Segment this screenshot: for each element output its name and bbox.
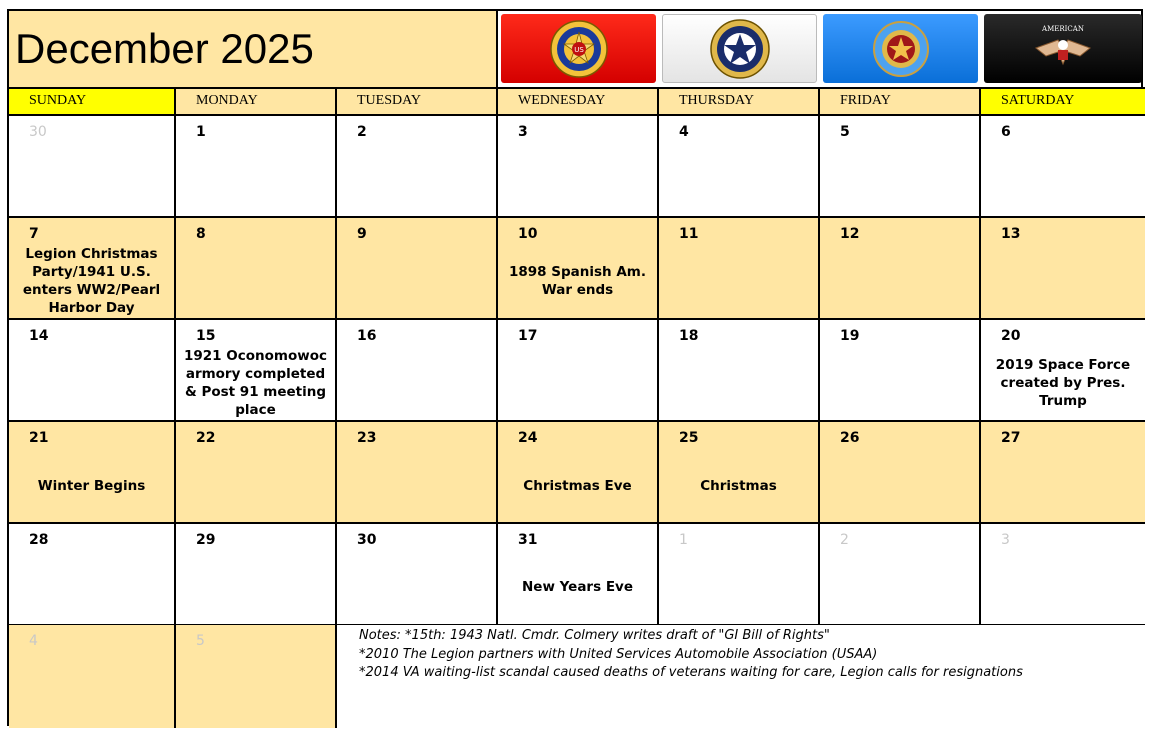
calendar [7,9,1143,726]
day-number: 27 [1001,430,1021,446]
day-number: 2 [840,532,849,548]
day-number: 22 [196,430,216,446]
day-cell[interactable] [820,422,981,524]
american-legion-emblem-icon [544,18,614,80]
day-number: 4 [679,124,689,140]
day-number: 11 [679,226,699,242]
day-cell[interactable] [9,422,176,524]
day-number: 4 [29,633,38,649]
day-cell[interactable] [176,524,337,626]
day-number: 1 [679,532,688,548]
american-legion-flag [498,11,659,89]
day-cell[interactable] [9,625,176,728]
note-line: *2014 VA waiting-list scandal caused deaths of veterans waiting for care, Legion calls for resignations [359,665,1023,680]
day-cell[interactable] [337,422,498,524]
note-line: *2010 The Legion partners with United Services Automobile Association (USAA) [359,646,878,662]
day-cell[interactable] [820,116,981,218]
day-cell[interactable] [498,422,659,524]
day-cell[interactable] [981,422,1145,524]
notes [337,625,1145,728]
day-cell[interactable] [9,524,176,626]
day-number: 26 [840,430,860,446]
calendar-event: 1921 Oconomowoc armory completed & Post 91 meeting place [183,348,327,418]
day-cell[interactable] [337,320,498,422]
calendar-event: Legion Christmas Party/1941 U.S. enters WW2/Pearl Harbor Day [22,246,161,316]
day-number: 31 [518,532,538,548]
auxiliary-flag [659,11,820,89]
day-header-thursday: THURSDAY [659,89,820,116]
day-number: 8 [196,226,206,242]
day-header-monday: MONDAY [176,89,337,116]
calendar-event: 1898 Spanish Am. War ends [509,264,646,298]
day-cell[interactable] [498,320,659,422]
day-number: 15 [196,328,216,344]
day-cell[interactable] [659,320,820,422]
calendar-event: Winter Begins [37,478,146,494]
day-cell[interactable] [659,218,820,320]
day-number: 30 [29,124,47,140]
day-cell[interactable] [820,320,981,422]
day-cell[interactable] [176,625,337,728]
sons-of-legion-flag [820,11,981,89]
day-cell[interactable] [820,524,981,626]
day-cell[interactable] [337,218,498,320]
day-number: 16 [357,328,377,344]
calendar-event: Christmas [700,478,777,494]
legion-riders-flag [981,11,1145,89]
day-cell[interactable] [981,524,1145,626]
day-cell[interactable] [176,422,337,524]
day-number: 2 [357,124,367,140]
day-cell[interactable] [820,218,981,320]
day-number: 5 [840,124,850,140]
legion-riders-emblem-icon [1028,18,1098,80]
day-number: 29 [196,532,216,548]
day-number: 25 [679,430,699,446]
day-number: 17 [518,328,538,344]
day-cell[interactable] [981,116,1145,218]
day-cell[interactable] [659,116,820,218]
day-number: 23 [357,430,377,446]
day-cell[interactable] [9,116,176,218]
day-cell[interactable] [498,116,659,218]
day-cell[interactable] [659,422,820,524]
day-number: 20 [1001,328,1021,344]
day-cell[interactable] [659,524,820,626]
day-cell[interactable] [981,320,1145,422]
day-header-friday: FRIDAY [820,89,981,116]
day-number: 24 [518,430,538,446]
legion-auxiliary-emblem-icon [703,18,777,80]
day-number: 14 [29,328,49,344]
day-number: 10 [518,226,538,242]
day-number: 28 [29,532,49,548]
day-number: 5 [196,633,205,649]
day-number: 3 [518,124,528,140]
day-number: 9 [357,226,367,242]
day-header-wednesday: WEDNESDAY [498,89,659,116]
day-number: 6 [1001,124,1011,140]
day-header-tuesday: TUESDAY [337,89,498,116]
day-number: 3 [1001,532,1010,548]
day-cell[interactable] [176,116,337,218]
calendar-title: December 2025 [15,25,314,72]
day-cell[interactable] [337,116,498,218]
day-cell[interactable] [176,218,337,320]
day-cell[interactable] [337,524,498,626]
calendar-event: 2019 Space Force created by Pres. Trump [995,357,1131,409]
day-cell[interactable] [176,320,337,422]
day-cell[interactable] [498,524,659,626]
day-cell[interactable] [9,218,176,320]
calendar-event: Christmas Eve [523,478,632,494]
day-number: 18 [679,328,699,344]
day-header-saturday: SATURDAY [981,89,1145,116]
day-number: 12 [840,226,860,242]
calendar-event: New Years Eve [522,579,633,595]
day-number: 19 [840,328,860,344]
day-number: 1 [196,124,206,140]
svg-text:US: US [573,45,584,54]
day-number: 7 [29,226,39,242]
day-cell[interactable] [9,320,176,422]
day-cell[interactable] [981,218,1145,320]
title-cell [9,11,498,89]
svg-text:AMERICAN: AMERICAN [1042,24,1084,33]
note-line: Notes: *15th: 1943 Natl. Cmdr. Colmery writes draft of "GI Bill of Rights" [359,628,830,643]
day-cell[interactable] [498,218,659,320]
day-number: 13 [1001,226,1021,242]
day-header-sunday: SUNDAY [9,89,176,116]
day-number: 30 [357,532,377,548]
day-number: 21 [29,430,49,446]
sons-of-legion-emblem-icon [870,18,932,80]
